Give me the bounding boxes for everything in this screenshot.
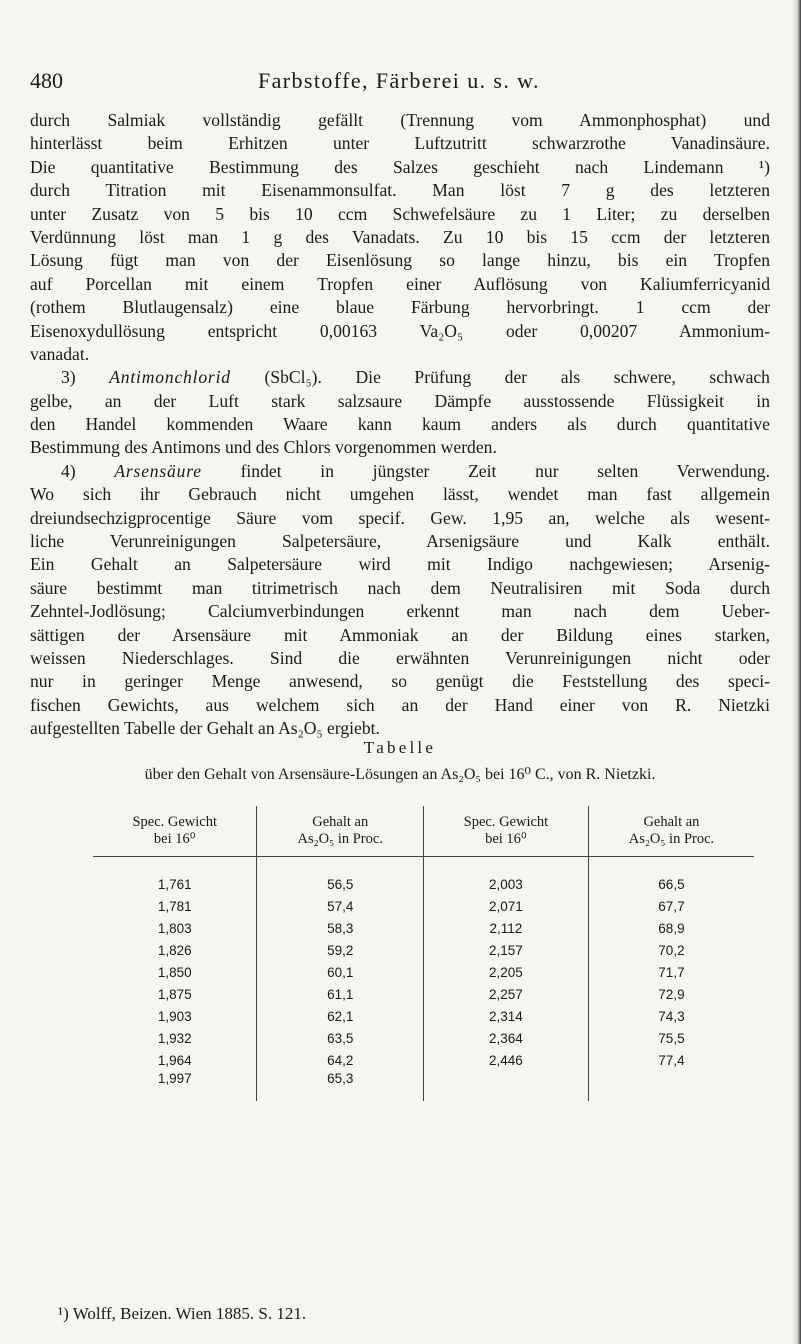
header-line: Spec. Gewicht: [463, 814, 549, 830]
text-line: nur in geringer Menge anwesend, so genügt die Feststellung des speci-: [30, 671, 770, 692]
table-cell: 1,761: [157, 876, 192, 892]
table-cell: 61,1: [257, 983, 424, 1005]
text-line: Verdünnung löst man 1 g des Vanadats. Zu 10 bis 15 ccm der letzteren: [30, 226, 770, 247]
section-term: Arsensäure: [114, 460, 202, 481]
table-cell: 71,7: [588, 961, 754, 983]
header-line: Spec. Gewicht: [132, 814, 217, 830]
table-cell: 1,997: [157, 1071, 192, 1086]
table-cell: 1,781: [157, 898, 192, 914]
header-line: As₂O₅ in Proc.: [297, 831, 383, 847]
table-cell: 59,2: [257, 939, 424, 961]
text-line: hinterlässt beim Erhitzen unter Luftzutritt schwarzrothe Vanadinsäure.: [30, 133, 770, 154]
text-line: säure bestimmt man titrimetrisch nach dem Neutralisiren mit Soda durch: [30, 577, 770, 598]
table-row: [93, 939, 754, 961]
col-header-gehalt: [257, 806, 424, 857]
table-cell: 2,314: [423, 1005, 588, 1027]
table-row: [93, 983, 754, 1005]
page-header: [30, 62, 770, 98]
text-line: Die quantitative Bestimmung des Salzes geschieht nach Lindemann ¹): [30, 156, 770, 177]
table-cell: 68,9: [588, 917, 754, 939]
text-line: vanadat.: [30, 343, 90, 364]
header-line: Gehalt an: [312, 814, 369, 830]
table-header-row: [93, 806, 754, 857]
section-formula: (SbCl₅).: [264, 367, 322, 388]
table-cell: 1,932: [157, 1030, 192, 1046]
table-cell: 2,364: [423, 1027, 588, 1049]
header-line: bei 16⁰: [153, 831, 196, 847]
table-row: [93, 857, 754, 896]
section-number: 3): [61, 367, 76, 388]
text-line: weissen Niederschlages. Sind die erwähnten Verunreinigungen nicht oder: [30, 647, 770, 668]
text-line: fischen Gewichts, aus welchem sich an der Hand einer von R. Nietzki: [30, 694, 770, 715]
table-cell: 1,903: [157, 1008, 192, 1024]
table-cell: 56,5: [257, 857, 424, 896]
text-line: findet in jüngster Zeit nur selten Verwendung.: [240, 460, 770, 481]
table-cell: 65,3: [257, 1071, 424, 1101]
text-line: Ein Gehalt an Salpetersäure wird mit Indigo nachgewiesen; Arsenig-: [30, 554, 770, 575]
section-antimonchlorid: [30, 366, 770, 389]
text-line: Zehntel-Jodlösung; Calciumverbindungen erkennt man nach dem Ueber-: [30, 601, 770, 622]
header-line: As₂O₅ in Proc.: [628, 831, 715, 847]
text-line: durch Salmiak vollständig gefällt (Trennung vom Ammonphosphat) und: [30, 110, 770, 130]
table-cell: 58,3: [257, 917, 424, 939]
page-edge: [792, 0, 801, 1344]
table-row: [93, 895, 754, 917]
text-line: Eisenoxydullösung entspricht 0,00163 Va₂O₅ oder 0,00207 Ammonium-: [30, 320, 770, 341]
text-line: unter Zusatz von 5 bis 10 ccm Schwefelsäure zu 1 Liter; zu derselben: [30, 203, 770, 224]
table-cell: 1,826: [157, 942, 192, 958]
table-title: Tabelle: [363, 738, 437, 757]
table-cell: 1,875: [157, 986, 192, 1002]
text-line: Lösung fügt man von der Eisenlösung so lange hinzu, bis ein Tropfen: [30, 250, 770, 271]
table-cell: 1,803: [157, 920, 192, 936]
table-cell: 1,850: [157, 964, 192, 980]
text-line: liche Verunreinigungen Salpetersäure, Arsenigsäure und Kalk enthält.: [30, 531, 770, 552]
text-line: Die Prüfung der als schwere, schwach: [355, 367, 770, 388]
table-cell: 2,071: [423, 895, 588, 917]
table-row: [93, 1005, 754, 1027]
arsenic-acid-table: [93, 806, 754, 1101]
text-line: aufgestellten Tabelle der Gehalt an As₂O₅ ergiebt.: [30, 718, 380, 739]
table-cell: [588, 1071, 754, 1101]
col-header-gehalt: [588, 806, 754, 857]
table-cell: 75,5: [588, 1027, 754, 1049]
header-line: bei 16⁰: [485, 831, 527, 847]
table-cell: 1,964: [157, 1052, 192, 1068]
table-body: [93, 857, 754, 1102]
text-line: auf Porcellan mit einem Tropfen einer Auflösung von Kaliumferricyanid: [30, 273, 770, 294]
table-row: [93, 961, 754, 983]
table-cell: 72,9: [588, 983, 754, 1005]
table-row: [93, 1049, 754, 1071]
text-line: sättigen der Arsensäure mit Ammoniak an der Bildung eines starken,: [30, 624, 770, 645]
footnote: ¹) Wolff, Beizen. Wien 1885. S. 121.: [58, 1304, 307, 1323]
text-line: (rothem Blutlaugensalz) eine blaue Färbung hervorbringt. 1 ccm der: [30, 297, 770, 318]
table-cell: 63,5: [257, 1027, 424, 1049]
section-number: 4): [61, 460, 76, 481]
table-row: [93, 1071, 754, 1101]
text-line: gelbe, an der Luft stark salzsaure Dämpfe ausstossende Flüssigkeit in: [30, 390, 770, 411]
running-title: Farbstoffe, Färberei u. s. w.: [258, 68, 540, 93]
table-cell: 77,4: [588, 1049, 754, 1071]
table-row: [93, 1027, 754, 1049]
table-subtitle: über den Gehalt von Arsensäure-Lösungen an As₂O₅ bei 16⁰ C., von R. Nietzki.: [144, 766, 656, 783]
table-cell: 57,4: [257, 895, 424, 917]
table-cell: 62,1: [257, 1005, 424, 1027]
table-row: [93, 917, 754, 939]
table-cell: 2,257: [423, 983, 588, 1005]
table-cell: 2,446: [423, 1049, 588, 1071]
text-line: Bestimmung des Antimons und des Chlors vorgenommen werden.: [30, 437, 497, 458]
section-term: Antimonchlorid: [109, 367, 231, 388]
table-cell: 66,5: [588, 857, 754, 896]
text-line: Wo sich ihr Gebrauch nicht umgehen lässt, wendet man fast allgemein: [30, 484, 770, 505]
table-cell: 67,7: [588, 895, 754, 917]
text-line: den Handel kommenden Waare kann kaum anders als durch quantitative: [30, 414, 770, 435]
table-cell: 74,3: [588, 1005, 754, 1027]
table-cell: 60,1: [257, 961, 424, 983]
table-cell: [423, 1071, 588, 1101]
table-cell: 2,112: [423, 917, 588, 939]
table-cell: 70,2: [588, 939, 754, 961]
table-cell: 64,2: [257, 1049, 424, 1071]
col-header-spec-gewicht: [423, 806, 588, 857]
section-arsensaeure: [30, 460, 770, 483]
page-number: 480: [30, 68, 63, 93]
table-cell: 2,157: [423, 939, 588, 961]
text-line: durch Titration mit Eisenammonsulfat. Man löst 7 g des letzteren: [30, 180, 770, 201]
header-line: Gehalt an: [643, 814, 700, 830]
body-text: [30, 109, 770, 741]
table-cell: 2,205: [423, 961, 588, 983]
col-header-spec-gewicht: [93, 806, 257, 857]
table-cell: 2,003: [423, 857, 588, 896]
text-line: dreiundsechzigprocentige Säure vom specif. Gew. 1,95 an, welche als wesent-: [30, 507, 770, 528]
